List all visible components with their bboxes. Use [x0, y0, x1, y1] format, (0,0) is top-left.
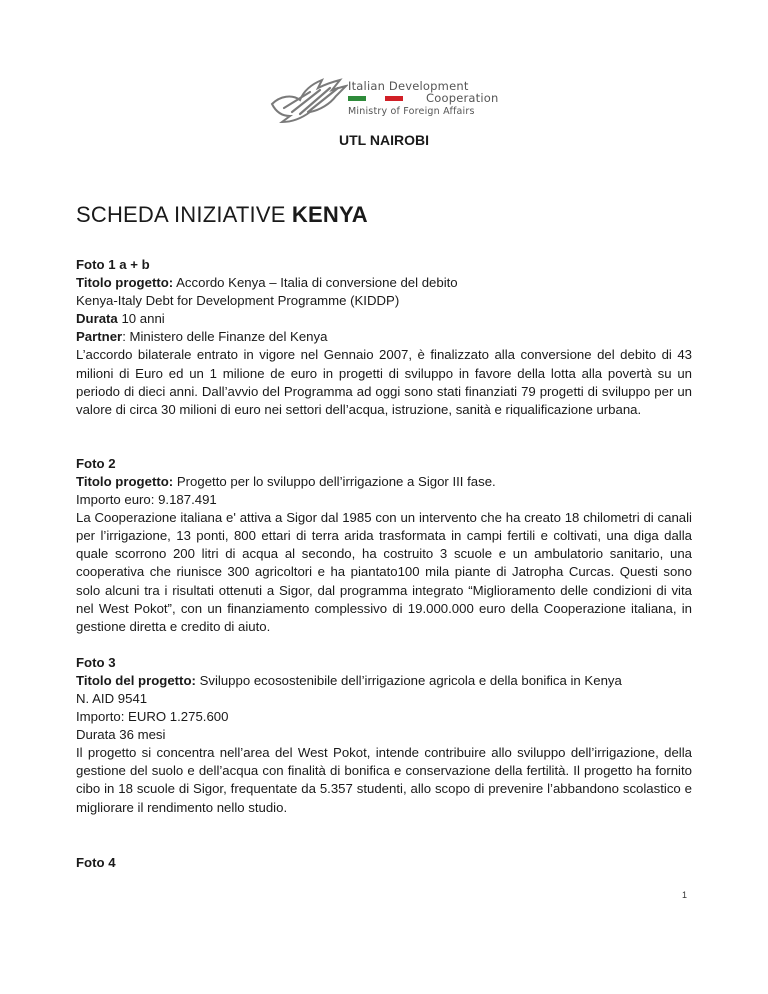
duration-line: Durata 36 mesi	[76, 727, 166, 743]
logo-line-2: Cooperation	[426, 91, 499, 105]
label: Titolo progetto:	[76, 473, 174, 489]
logo-line-1: Italian Development	[348, 79, 469, 93]
partner-line	[76, 328, 692, 346]
italian-flag-bar	[348, 96, 403, 101]
flag-white	[366, 96, 384, 101]
label: Titolo del progetto:	[76, 672, 196, 688]
amount-line: Importo euro: 9.187.491	[76, 492, 217, 508]
document-body	[76, 256, 692, 872]
label: Durata	[76, 311, 118, 327]
label: Titolo progetto:	[76, 275, 174, 291]
section-heading: Foto 2	[76, 455, 116, 471]
cooperation-logo	[270, 78, 510, 128]
project-title-line	[76, 274, 692, 292]
dove-icon	[270, 78, 348, 128]
title-country: KENYA	[291, 202, 368, 227]
section-paragraph: Il progetto si concentra nell’area del West Pokot, intende contribuire allo sviluppo dell’irrigazione, della gestione del suolo e dell’acqua con finalità di bonifica e conservazione della fertilità. Il progetto ha fornito cibo in 18 scuole di Sigor, frequentate da 5.357 studenti, allo scopo di prevenire l’abbandono scolastico e migliorare il rendimento nello studio.	[76, 745, 692, 815]
section-heading: Foto 1 a + b	[76, 257, 150, 272]
project-title-line	[76, 672, 692, 690]
page-title	[76, 202, 368, 228]
aid-line: N. AID 9541	[76, 690, 148, 706]
section-heading: Foto 3	[76, 654, 116, 670]
office-heading: UTL NAIROBI	[339, 132, 429, 148]
page-number: 1	[682, 890, 688, 900]
value: Accordo Kenya – Italia di conversione del debito	[173, 275, 458, 291]
value: : Ministero delle Finanze del Kenya	[122, 329, 328, 345]
section-paragraph: L’accordo bilaterale entrato in vigore nel Gennaio 2007, è finalizzato alla conversione del debito di 43 milioni di Euro ed un 1 milione de euro in progetti di sviluppo in favore della lotta alla povertà su un periodo di dieci anni. Dall’avvio del Programma ad oggi sono stati finanziati 79 progetti di sviluppo per un valore di circa 30 milioni di euro nei settori dell’acqua, istruzione, sanità e riqualificazione urbana.	[76, 347, 692, 417]
label: Partner	[76, 329, 123, 345]
section-heading: Foto 4	[76, 854, 116, 870]
project-title-line	[76, 473, 692, 491]
value: Progetto per lo sviluppo dell’irrigazione a Sigor III fase.	[173, 473, 496, 489]
amount-line: Importo: EURO 1.275.600	[76, 709, 229, 725]
flag-green	[348, 96, 366, 101]
flag-red	[385, 96, 403, 101]
program-name: Kenya-Italy Debt for Development Programme (KIDDP)	[76, 293, 400, 309]
duration-line	[76, 310, 692, 328]
section-paragraph: La Cooperazione italiana e' attiva a Sigor dal 1985 con un intervento che ha creato 18 chilometri di canali per l’irrigazione, 13 ponti, 800 ettari di terra arida trasformata in campi fertili e coltivati, una diga dalla quale scorrono 200 litri di acqua al secondo, ha costruito 3 scuole e un ambulatorio sanitario, una cooperativa che riunisce 300 agricoltori e ha piantato100 mila piante di Jatropha Curcas. Questi sono solo alcuni tra i risultati ottenuti a Sigor, dal programma integrato “Miglioramento delle condizioni di vita nel West Pokot”, con un finanziamento complessivo di 19.000.000 euro della Cooperazione italiana, in gestione diretta e credito di aiuto.	[76, 510, 692, 634]
value: 10 anni	[117, 311, 165, 327]
logo-line-3: Ministry of Foreign Affairs	[348, 106, 475, 117]
value: Sviluppo ecosostenibile dell’irrigazione agricola e della bonifica in Kenya	[195, 672, 622, 688]
title-prefix: SCHEDA INIZIATIVE	[76, 202, 292, 227]
